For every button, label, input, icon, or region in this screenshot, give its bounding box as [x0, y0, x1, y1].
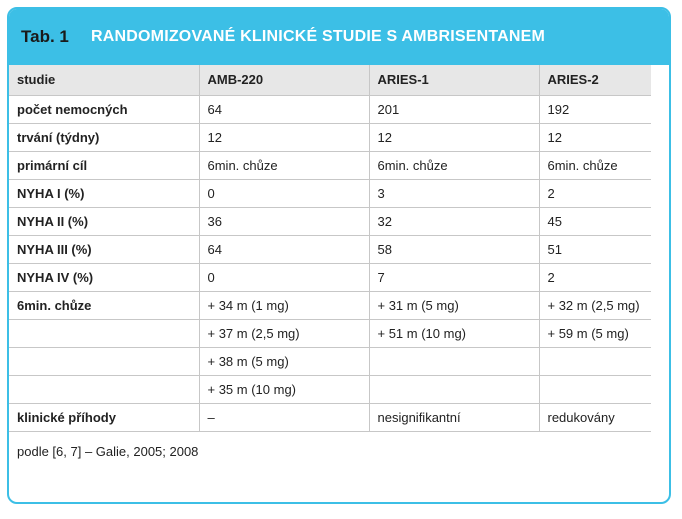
table-cell: + 34 m (1 mg) — [199, 291, 369, 319]
table-row — [9, 375, 651, 403]
table-cell: nesignifikantní — [369, 403, 539, 431]
table-cell: + 38 m (5 mg) — [199, 347, 369, 375]
table-cell: + 32 m (2,5 mg) — [539, 291, 651, 319]
table-cell: + 37 m (2,5 mg) — [199, 319, 369, 347]
row-label: primární cíl — [9, 151, 199, 179]
table-cell: 2 — [539, 263, 651, 291]
column-header: AMB-220 — [199, 65, 369, 95]
table-cell: 36 — [199, 207, 369, 235]
row-label: počet nemocných — [9, 95, 199, 123]
row-label: NYHA II (%) — [9, 207, 199, 235]
table-cell: + 51 m (10 mg) — [369, 319, 539, 347]
table-cell: 12 — [369, 123, 539, 151]
table-cell: 201 — [369, 95, 539, 123]
table-cell: 2 — [539, 179, 651, 207]
table-cell: 0 — [199, 179, 369, 207]
table-cell: 32 — [369, 207, 539, 235]
table-cell: + 31 m (5 mg) — [369, 291, 539, 319]
table-row — [9, 319, 651, 347]
table-cell: 7 — [369, 263, 539, 291]
table-row — [9, 291, 651, 319]
table-row — [9, 403, 651, 431]
table-row — [9, 179, 651, 207]
table-cell: 192 — [539, 95, 651, 123]
table-cell: 0 — [199, 263, 369, 291]
table-cell — [539, 347, 651, 375]
row-label — [9, 319, 199, 347]
table-cell: 3 — [369, 179, 539, 207]
table-cell: 12 — [199, 123, 369, 151]
table-cell: 58 — [369, 235, 539, 263]
table-cell — [539, 375, 651, 403]
table-body — [9, 95, 651, 431]
table-row — [9, 263, 651, 291]
row-label: trvání (týdny) — [9, 123, 199, 151]
studies-table — [9, 65, 651, 432]
table-row — [9, 95, 651, 123]
column-header: studie — [9, 65, 199, 95]
table-cell: – — [199, 403, 369, 431]
table-row — [9, 123, 651, 151]
row-label — [9, 375, 199, 403]
table-title: RANDOMIZOVANÉ KLINICKÉ STUDIE S AMBRISENTANEM — [91, 28, 546, 45]
table-cell: 45 — [539, 207, 651, 235]
row-label: klinické příhody — [9, 403, 199, 431]
table-row — [9, 151, 651, 179]
table-cell — [369, 375, 539, 403]
table-cell: 64 — [199, 235, 369, 263]
row-label: NYHA III (%) — [9, 235, 199, 263]
table-header-row — [9, 65, 651, 95]
table-cell: 64 — [199, 95, 369, 123]
row-label: 6min. chůze — [9, 291, 199, 319]
table-cell: 6min. chůze — [369, 151, 539, 179]
table-cell: 6min. chůze — [539, 151, 651, 179]
table-title-bar — [9, 9, 669, 65]
row-label: NYHA IV (%) — [9, 263, 199, 291]
table-footnote: podle [6, 7] – Galie, 2005; 2008 — [17, 443, 199, 459]
column-header: ARIES-1 — [369, 65, 539, 95]
row-label: NYHA I (%) — [9, 179, 199, 207]
table-cell: 6min. chůze — [199, 151, 369, 179]
table-cell: 12 — [539, 123, 651, 151]
table-row — [9, 207, 651, 235]
table-cell — [369, 347, 539, 375]
row-label — [9, 347, 199, 375]
table-cell: + 59 m (5 mg) — [539, 319, 651, 347]
table-frame — [7, 7, 671, 504]
table-row — [9, 347, 651, 375]
table-row — [9, 235, 651, 263]
table-cell: 51 — [539, 235, 651, 263]
table-cell: redukovány — [539, 403, 651, 431]
table-number: Tab. 1 — [21, 27, 69, 46]
table-cell: + 35 m (10 mg) — [199, 375, 369, 403]
column-header: ARIES-2 — [539, 65, 651, 95]
